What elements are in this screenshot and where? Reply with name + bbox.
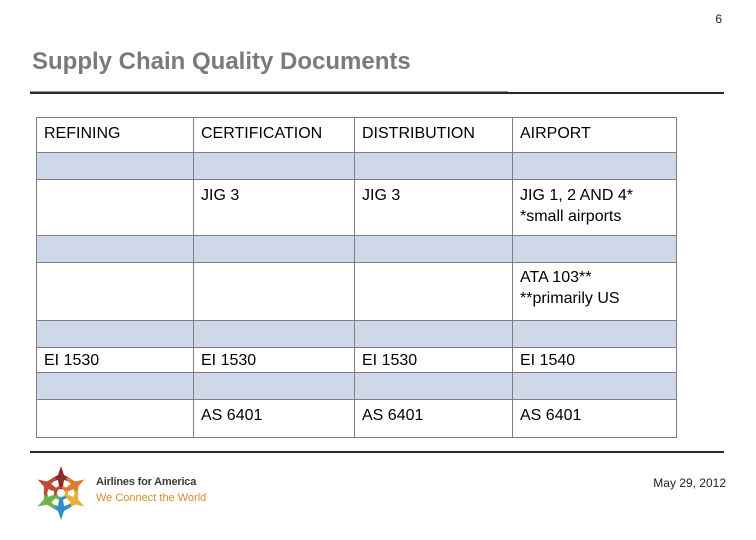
table-cell: EI 1530 (37, 348, 194, 373)
table-cell: JIG 3 (355, 180, 513, 236)
table-cell (37, 400, 194, 438)
header-refining: REFINING (37, 118, 194, 153)
logo-tagline: We Connect the World (96, 492, 207, 504)
airlines-for-america-logo (30, 462, 220, 524)
table-row (37, 400, 677, 438)
header-certification: CERTIFICATION (194, 118, 355, 153)
table-cell: EI 1540 (513, 348, 677, 373)
documents-table (36, 117, 677, 438)
separator-row (37, 373, 677, 400)
table-cell: AS 6401 (513, 400, 677, 438)
separator-row (37, 153, 677, 180)
logo-name: Airlines for America (96, 476, 197, 488)
page-number: 6 (715, 12, 722, 26)
table-header-row (37, 118, 677, 153)
page-title: Supply Chain Quality Documents (32, 48, 411, 75)
title-divider (30, 92, 724, 94)
table-row (37, 348, 677, 373)
table-cell (37, 263, 194, 321)
table-cell: AS 6401 (355, 400, 513, 438)
table-cell: EI 1530 (194, 348, 355, 373)
table-cell: EI 1530 (355, 348, 513, 373)
table-row (37, 263, 677, 321)
table-cell: JIG 1, 2 AND 4* *small airports (513, 180, 677, 236)
table-cell (194, 263, 355, 321)
separator-row (37, 236, 677, 263)
footer-date: May 29, 2012 (653, 476, 726, 490)
table-cell: AS 6401 (194, 400, 355, 438)
separator-row (37, 321, 677, 348)
table-cell: ATA 103** **primarily US (513, 263, 677, 321)
table-cell (355, 263, 513, 321)
header-airport: AIRPORT (513, 118, 677, 153)
footer-divider (30, 451, 724, 453)
table-cell (37, 180, 194, 236)
header-distribution: DISTRIBUTION (355, 118, 513, 153)
table-row (37, 180, 677, 236)
table-cell: JIG 3 (194, 180, 355, 236)
airplane-cluster-icon (30, 462, 92, 524)
